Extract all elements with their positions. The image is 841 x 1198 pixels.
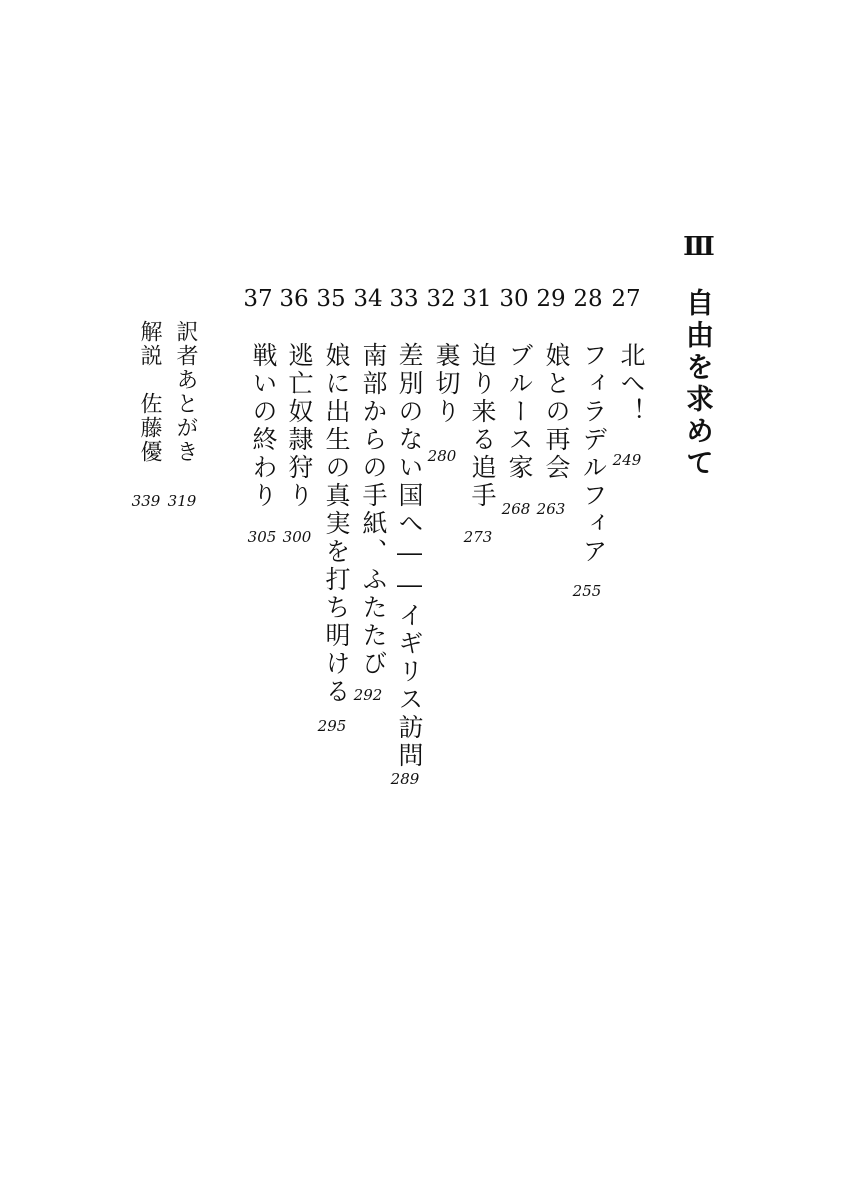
page-number: 268 <box>501 500 531 518</box>
chapter-title: フィラデルフィア <box>579 342 608 566</box>
chapter-number: 29 <box>536 286 566 312</box>
page-number: 295 <box>317 717 347 735</box>
chapter-number: 30 <box>499 286 529 312</box>
commentary-title: 解説 佐藤優 <box>137 320 162 464</box>
chapter-title: ブルース家 <box>505 342 534 482</box>
page-number: 305 <box>247 528 277 546</box>
part-title: 自由を求めて <box>682 288 715 480</box>
chapter-number: 34 <box>353 286 383 312</box>
chapter-title: 迫り来る追手 <box>468 342 497 510</box>
chapter-number: 37 <box>243 286 273 312</box>
page-number: 300 <box>282 528 312 546</box>
chapter-title: 娘に出生の真実を打ち明ける <box>322 342 351 706</box>
chapter-number: 28 <box>573 286 603 312</box>
chapter-number: 32 <box>426 286 456 312</box>
chapter-number: 27 <box>611 286 641 312</box>
chapter-title: 逃亡奴隷狩り <box>285 342 314 510</box>
chapter-title: 北へ！ <box>617 342 646 426</box>
page-number: 263 <box>536 500 566 518</box>
page-number: 339 <box>131 492 161 510</box>
chapter-title: 南部からの手紙、ふたたび <box>359 342 388 678</box>
page-number: 249 <box>612 451 642 469</box>
page-number: 273 <box>463 528 493 546</box>
chapter-number: 33 <box>389 286 419 312</box>
page-number: 255 <box>572 582 602 600</box>
page-number: 289 <box>390 770 420 788</box>
chapter-number: 35 <box>316 286 346 312</box>
part-number: Ⅲ <box>684 232 714 262</box>
chapter-title: 差別のない国へ――イギリス訪問 <box>395 342 424 770</box>
chapter-title: 娘との再会 <box>542 342 571 482</box>
page-number: 319 <box>167 492 197 510</box>
chapter-number: 36 <box>279 286 309 312</box>
page-number: 292 <box>353 686 383 704</box>
afterword-title: 訳者あとがき <box>173 320 198 464</box>
chapter-number: 31 <box>462 286 492 312</box>
page-number: 280 <box>427 447 457 465</box>
chapter-title: 裏切り <box>432 342 461 426</box>
chapter-title: 戦いの終わり <box>249 342 278 510</box>
